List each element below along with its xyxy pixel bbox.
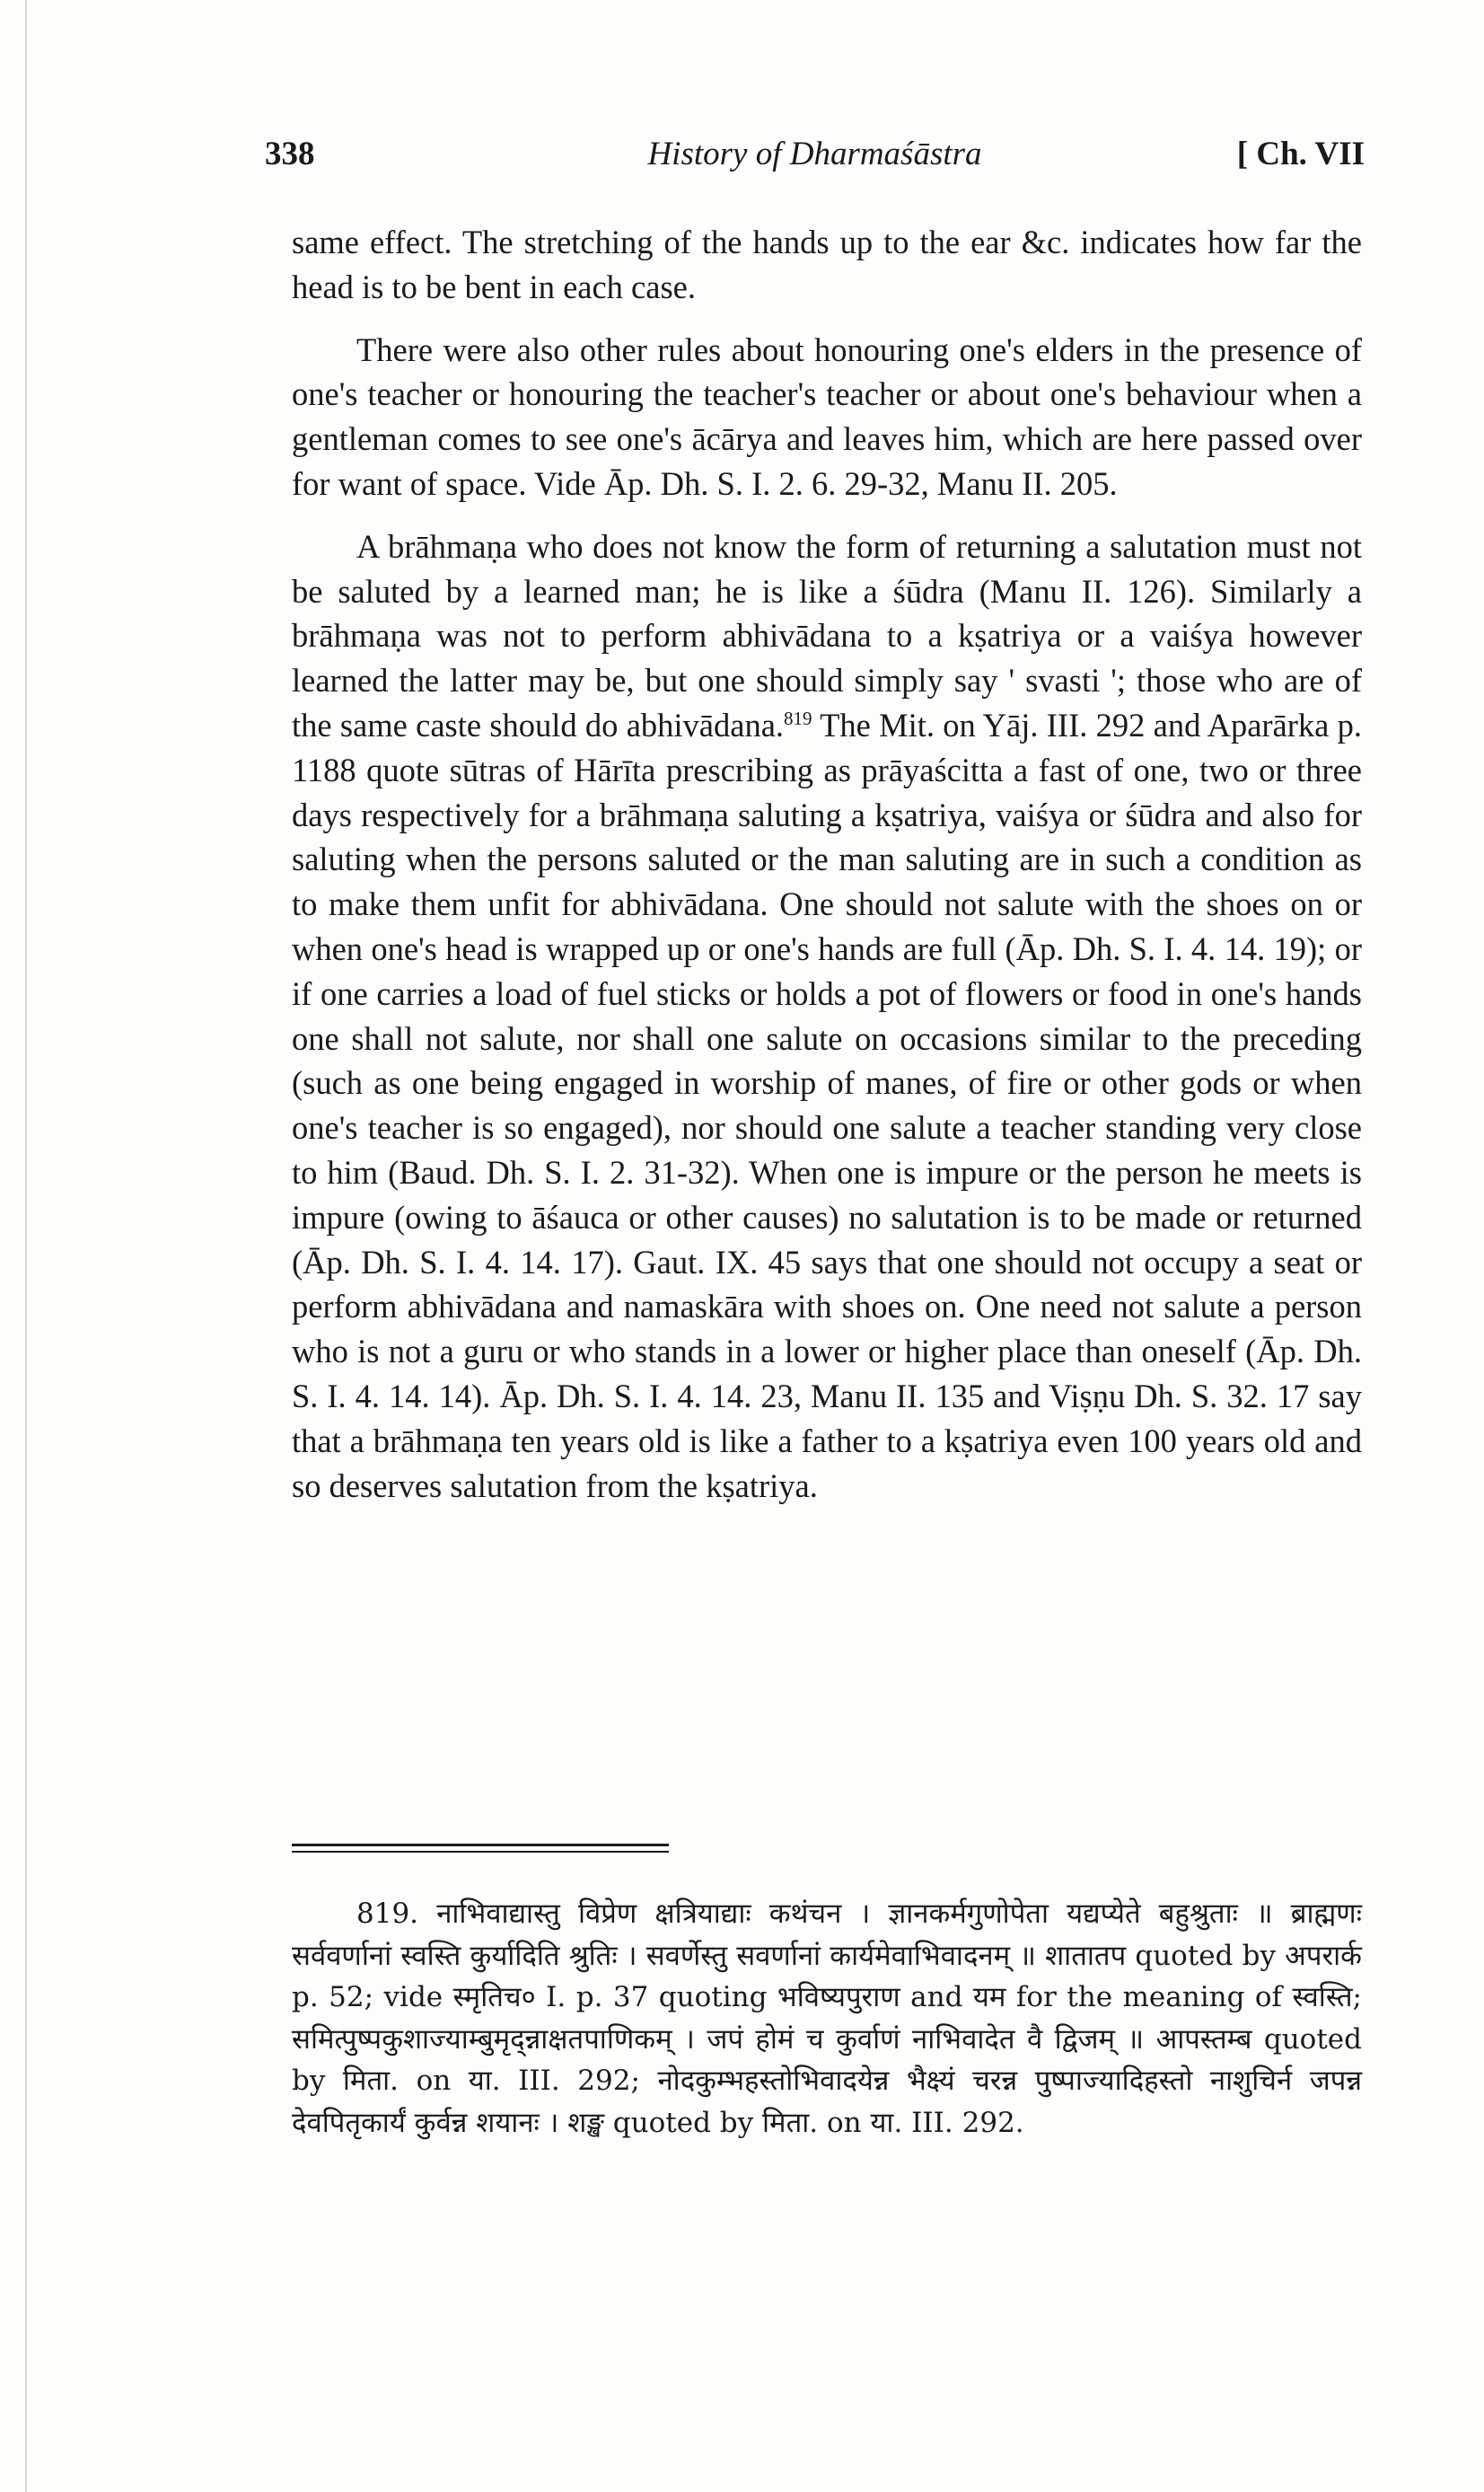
paragraph-1: same effect. The stretching of the hands up to the ear &c. indicates how far the head is to be bent in each case. bbox=[292, 224, 1362, 305]
footnote-rule-top bbox=[292, 1844, 669, 1846]
paragraph-3 bbox=[292, 524, 1362, 1509]
main-text bbox=[292, 220, 1362, 1526]
footnote-819 bbox=[292, 1893, 1362, 2144]
page-number: 338 bbox=[265, 136, 315, 172]
paragraph-2: There were also other rules about honouring one's elders in the presence of one's teacher or honouring the teacher's teacher or about one's behaviour when a gentleman comes to see one's ācārya and leaves him, which are here passed over for want of space. Vide Āp. Dh. S. I. 2. 6. 29-32, Manu II. 205. bbox=[292, 330, 1362, 502]
footnote-marker[interactable]: 819 bbox=[784, 707, 812, 729]
footnote-rule-bottom bbox=[292, 1851, 669, 1853]
running-header bbox=[265, 135, 1365, 180]
chapter-label: [ Ch. VII bbox=[1236, 136, 1365, 172]
footnote-paragraph bbox=[292, 1893, 1362, 2144]
scan-edge-line bbox=[25, 0, 27, 2492]
paragraph-3-text-b: The Mit. on Yāj. III. 292 and Aparārka p. 1188 quote sūtras of Hārīta prescribing as prāyaścitta a fast of one, two or three days respectively for a brāhmaṇa saluting a kṣatriya, vaiśya or śūdra and also for saluting when the persons saluted or the man saluting are in such a condition as to make them unfit for abhivādana. One should not salute with the shoes on or when one's head is wrapped up or one's hands are full (Āp. Dh. S. I. 4. 14. 19); or if one carries a load of fuel sticks or holds a pot of flowers or food in one's hands one shall not salute, nor shall one salute on occasions similar to the preceding (such as one being engaged in worship of manes, of fire or other gods or when one's teacher is so engaged), nor should one salute a teacher standing very close to him (Baud. Dh. S. I. 2. 31-32). When one is impure or the person he meets is impure (owing to āśauca or other causes) no salutation is to be made or returned (Āp. Dh. S. I. 4. 14. 17). Gaut. IX. 45 says that one should not occupy a seat or perform abhivādana and namaskāra with shoes on. One need not salute a person who is not a guru or who stands in a lower or higher place than oneself (Āp. Dh. S. I. 4. 14. 14). Āp. Dh. S. I. 4. 14. 23, Manu II. 135 and Viṣṇu Dh. S. 32. 17 say that a brāhmaṇa ten years old is like a father to a kṣatriya even 100 years old and so deserves salutation from the kṣatriya. bbox=[292, 706, 1363, 1504]
book-title: History of Dharmaśāstra bbox=[647, 136, 982, 172]
footnote-number: 819. bbox=[356, 1898, 419, 1930]
paragraph-3-text-a: A brāhmaṇa who does not know the form of returning a salutation must not be saluted by a learned man; he is like a śūdra (Manu II. 126). Similarly a brāhmaṇa was not to perform abhivādana to a kṣatriya or a vaiśya however learned the latter may be, but one should simply say ' svasti '; those who are of the same caste should do abhivādana. bbox=[292, 527, 1362, 744]
footnote-text: नाभिवाद्यास्तु विप्रेण क्षत्रियाद्याः कथंचन । ज्ञानकर्मगुणोपेता यद्यप्येते बहुश्रुताः ॥ ब्राह्मणः सर्ववर्णानां स्वस्ति कुर्यादिति श्रुतिः । सवर्णेस्तु सवर्णानां कार्यमेवाभिवादनम् ॥ शातातप quoted by अपरार्क p. 52; vide स्मृतिच० I. p. 37 quoting भविष्यपुराण and यम for the meaning of स्वस्ति; समित्पुष्पकुशाज्याम्बुमृद्न्नाक्षतपाणिकम् । जपं होमं च कुर्वाणं नाभिवादेत वै द्विजम् ॥ आपस्तम्ब quoted by मिता. on या. III. 292; नोदकुम्भहस्तोभिवादयेन्न भैक्ष्यं चरन्न पुष्पाज्यादिहस्तो नाशुचिर्न जपन्न देवपितृकार्यं कुर्वन्न शयानः । शङ्ख quoted by मिता. on या. III. 292. bbox=[292, 1898, 1362, 2139]
